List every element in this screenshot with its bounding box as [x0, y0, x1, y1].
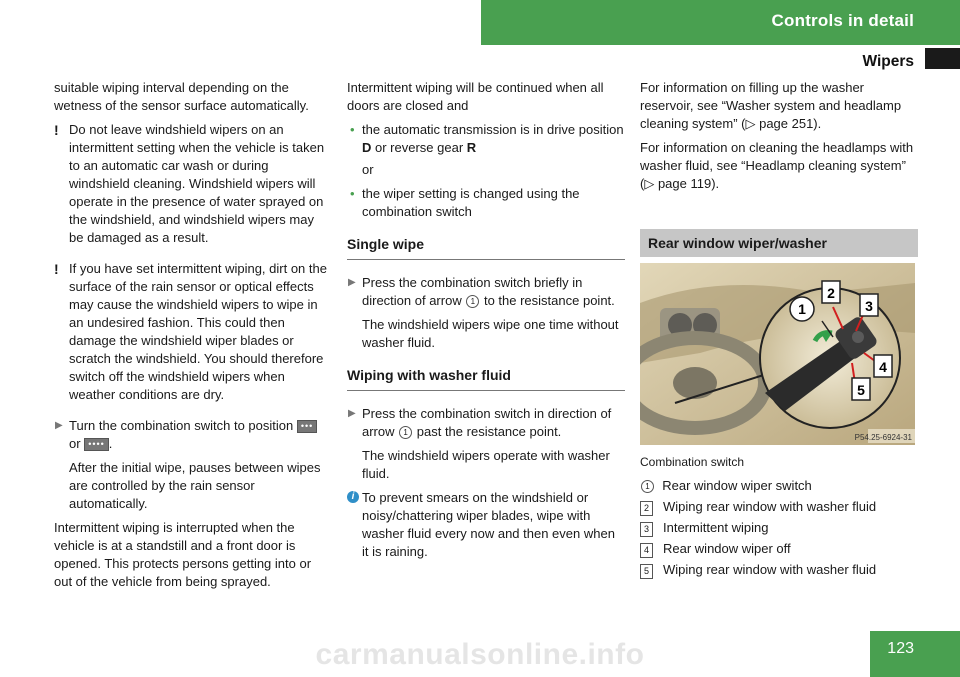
header-tab-marker — [925, 48, 960, 69]
step-arrow-icon: ▶ — [55, 420, 63, 431]
gear-d: D — [362, 140, 372, 155]
legend-number: 5 — [640, 564, 653, 579]
paragraph: For information on filling up the washer reservoir, see “Washer system and headlamp cleaning system” (▷ page 251). — [640, 80, 902, 131]
figure-label-5: 5 — [857, 382, 865, 398]
legend-text: Rear window wiper switch — [662, 478, 812, 493]
section-title: Controls in detail — [771, 11, 914, 30]
bullet-item — [347, 185, 625, 221]
instruction-step — [347, 274, 625, 310]
bullet-text: the automatic transmission is in drive position — [362, 122, 624, 137]
figure-label-4: 4 — [879, 359, 887, 375]
legend-number: 2 — [640, 501, 653, 516]
paragraph: For information on cleaning the headlamps with washer fluid, see “Headlamp cleaning system” (▷ page 119). — [640, 140, 914, 191]
legend-number: 4 — [640, 543, 653, 558]
info-text: To prevent smears on the windshield or noisy/chattering wiper blades, wipe with washer fluid every now and then even when it is raining. — [362, 490, 615, 559]
legend-item — [640, 519, 918, 537]
page-subtitle: Wipers — [862, 53, 914, 70]
legend-number: 3 — [640, 522, 653, 537]
legend-item — [640, 498, 918, 516]
step-arrow-icon: ▶ — [348, 408, 356, 419]
bullet-item — [347, 121, 625, 157]
arrow-number-badge: 1 — [466, 295, 479, 308]
paragraph: Intermittent wiping is interrupted when the vehicle is at a standstill and a front door is opened. This protects persons getting into or out of the vehicle from being sprayed. — [54, 520, 312, 589]
instruction-step — [54, 417, 332, 453]
legend-text: Wiping rear window with washer fluid — [663, 499, 877, 514]
step-text: past the resistance point. — [416, 424, 562, 439]
instruction-step — [347, 405, 625, 441]
paragraph: The windshield wipers operate with washer fluid. — [362, 448, 610, 481]
intermittent-wipe-symbol: ••• — [297, 420, 317, 433]
legend-number: 1 — [641, 480, 654, 493]
paragraph: suitable wiping interval depending on the wetness of the sensor surface automatically. — [54, 80, 309, 113]
legend-item — [640, 540, 918, 558]
step-end: . — [108, 436, 113, 451]
column-2 — [347, 79, 625, 574]
intermittent-wipe-fast-symbol: •••• — [84, 438, 109, 451]
step-text: Press the combination switch in direction of arrow — [362, 406, 612, 439]
bullet-icon: • — [350, 186, 355, 201]
watermark: carmanualsonline.info — [315, 638, 645, 671]
step-text: to the resistance point. — [483, 293, 615, 308]
legend-item — [640, 561, 918, 579]
gear-r: R — [466, 140, 477, 155]
combination-switch-illustration — [640, 263, 915, 445]
info-note — [347, 489, 625, 561]
warning-icon: ! — [54, 122, 59, 138]
figure-code: P54.25-6924-31 — [854, 433, 912, 442]
paragraph: After the initial wipe, pauses between wipes are controlled by the rain sensor automatically. — [69, 460, 321, 511]
step-arrow-icon: ▶ — [348, 277, 356, 288]
warning-note-rain-sensor — [54, 260, 332, 404]
paragraph: Intermittent wiping will be continued when all doors are closed and — [347, 80, 604, 113]
paragraph: The windshield wipers wipe one time without washer fluid. — [362, 317, 619, 350]
legend-text: Wiping rear window with washer fluid — [663, 562, 877, 577]
bullet-text: or reverse gear — [375, 140, 464, 155]
figure-label-1: 1 — [798, 301, 806, 317]
bullet-text: the wiper setting is changed using the combination switch — [362, 186, 580, 219]
bullet-icon: • — [350, 122, 355, 137]
or-text: or — [362, 162, 374, 177]
info-icon: i — [347, 491, 359, 503]
combination-switch-photo — [640, 263, 915, 445]
column-1 — [54, 79, 332, 597]
page-number-box — [870, 631, 960, 677]
figure-caption: Combination switch — [640, 455, 745, 469]
warning-text: Do not leave windshield wipers on an intermittent setting when the vehicle is taken to an automatic car wash or during windshield cleaning. Windshield wipers will operate in the presence of water sprayed on the windshield, and windshield wipers may be damaged as a result. — [69, 122, 325, 245]
figure-label-2: 2 — [827, 285, 835, 301]
heading-single-wipe: Single wipe — [347, 235, 625, 260]
warning-text: If you have set intermittent wiping, dirt on the surface of the rain sensor or optical effects may cause the windshield wipers to wipe in an undesired fashion. This could then damage the windshield wiper blades or scratch the windshield. You should therefore switch off the windshield wipers when weather conditions are dry. — [69, 261, 327, 402]
step-or: or — [69, 436, 81, 451]
figure-label-3: 3 — [865, 298, 873, 314]
page-number: 123 — [887, 640, 914, 657]
warning-icon: ! — [54, 261, 59, 277]
section-heading-rear-wiper: Rear window wiper/washer — [640, 229, 918, 257]
step-text: Press the combination switch briefly in direction of arrow — [362, 275, 583, 308]
legend-text: Rear window wiper off — [663, 541, 791, 556]
arrow-number-badge: 1 — [399, 426, 412, 439]
warning-note-car-wash — [54, 121, 332, 247]
legend-text: Intermittent wiping — [663, 520, 769, 535]
column-3 — [640, 79, 918, 582]
heading-wiping-with-washer-fluid: Wiping with washer fluid — [347, 366, 625, 391]
step-text: Turn the combination switch to position — [69, 418, 294, 433]
legend-item — [640, 477, 918, 495]
